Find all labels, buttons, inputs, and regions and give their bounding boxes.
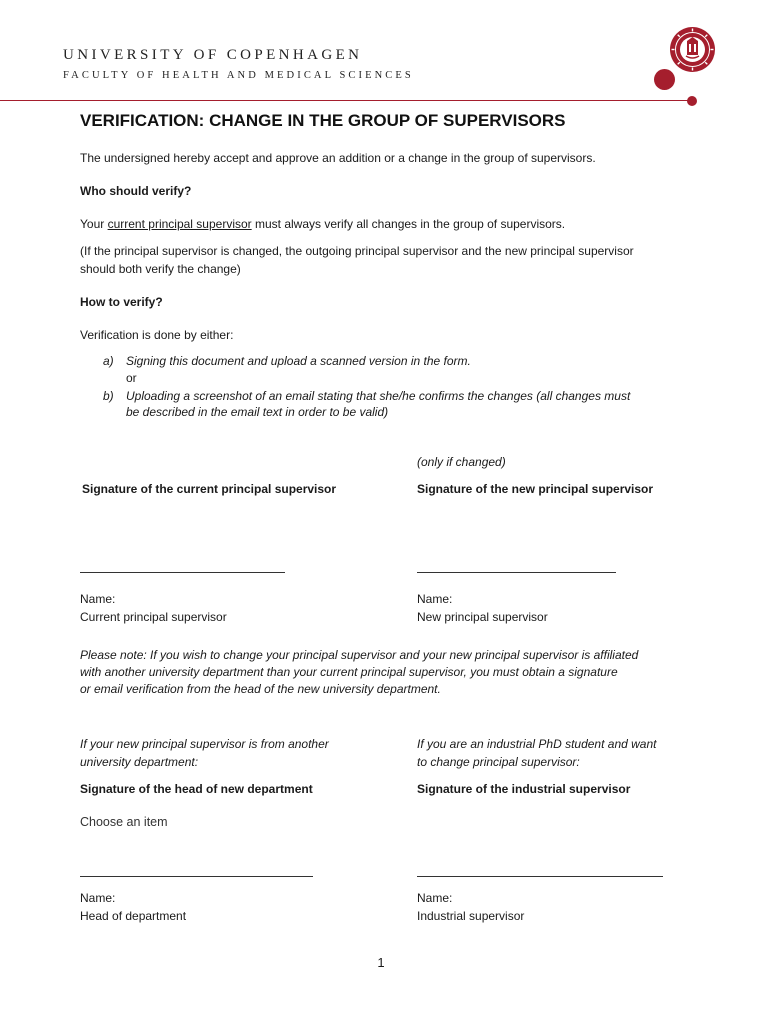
department-condition-line2: university department:	[80, 755, 199, 769]
header-rule	[0, 100, 692, 101]
who-text	[80, 215, 565, 233]
list-marker: b)	[103, 389, 114, 403]
header-rule-dot	[687, 96, 697, 106]
page-number: 1	[377, 955, 385, 970]
current-principal-supervisor-link[interactable]: current principal supervisor	[107, 217, 252, 231]
head-of-department-signature-line[interactable]	[80, 876, 313, 877]
head-of-department-role: Head of department	[80, 909, 187, 923]
page-title: VERIFICATION: CHANGE IN THE GROUP OF SUPERVISORS	[80, 111, 566, 130]
only-if-changed-note: (only if changed)	[417, 455, 506, 469]
list-or: or	[126, 371, 137, 385]
department-condition-line1: If your new principal supervisor is from another	[80, 737, 329, 751]
who-note-line2: should both verify the change)	[80, 262, 241, 276]
list-text: Signing this document and upload a scanned version in the form.	[126, 354, 471, 368]
new-supervisor-signature-line[interactable]	[417, 572, 616, 573]
current-supervisor-signature-line[interactable]	[80, 572, 285, 573]
industrial-supervisor-role: Industrial supervisor	[417, 909, 525, 923]
list-item	[103, 388, 703, 424]
university-name: UNIVERSITY OF COPENHAGEN	[63, 47, 363, 63]
list-text: Uploading a screenshot of an email stating that she/he confirms the changes (all changes must	[126, 389, 631, 403]
note-line1: Please note: If you wish to change your principal supervisor and your new principal supervisor is affiliated	[80, 648, 639, 662]
industrial-condition-line1: If you are an industrial PhD student and want	[417, 737, 657, 751]
new-supervisor-role: New principal supervisor	[417, 610, 548, 624]
department-select[interactable]: Choose an item	[80, 815, 168, 829]
who-text-post: must always verify all changes in the group of supervisors.	[251, 217, 566, 231]
list-marker: a)	[103, 354, 114, 368]
who-heading: Who should verify?	[80, 184, 192, 198]
industrial-supervisor-name-label: Name:	[417, 891, 453, 905]
industrial-condition-line2: to change principal supervisor:	[417, 755, 580, 769]
note-line3: or email verification from the head of the new university department.	[80, 682, 441, 696]
list-text-continued: be described in the email text in order to be valid)	[126, 405, 389, 419]
how-intro: Verification is done by either:	[80, 328, 234, 342]
brand-dot	[654, 69, 675, 90]
current-supervisor-name-label: Name:	[80, 592, 116, 606]
head-of-department-name-label: Name:	[80, 891, 116, 905]
industrial-supervisor-signature-line[interactable]	[417, 876, 663, 877]
who-text-pre: Your	[80, 217, 108, 231]
industrial-supervisor-signature-label: Signature of the industrial supervisor	[417, 782, 631, 796]
who-note-line1: (If the principal supervisor is changed, the outgoing principal supervisor and the new principal supervisor	[80, 244, 634, 258]
new-supervisor-signature-label: Signature of the new principal supervisor	[417, 482, 654, 496]
intro-text: The undersigned hereby accept and approve an addition or a change in the group of supervisors.	[80, 151, 596, 165]
new-supervisor-name-label: Name:	[417, 592, 453, 606]
current-supervisor-signature-label: Signature of the current principal supervisor	[82, 482, 337, 496]
current-supervisor-role: Current principal supervisor	[80, 610, 227, 624]
note-line2: with another university department than your current principal supervisor, you must obtain a signature	[80, 665, 618, 679]
university-seal-icon	[669, 26, 716, 73]
head-of-department-signature-label: Signature of the head of new department	[80, 782, 313, 796]
faculty-name: FACULTY OF HEALTH AND MEDICAL SCIENCES	[63, 70, 414, 81]
list-item	[103, 353, 703, 373]
how-heading: How to verify?	[80, 295, 163, 309]
